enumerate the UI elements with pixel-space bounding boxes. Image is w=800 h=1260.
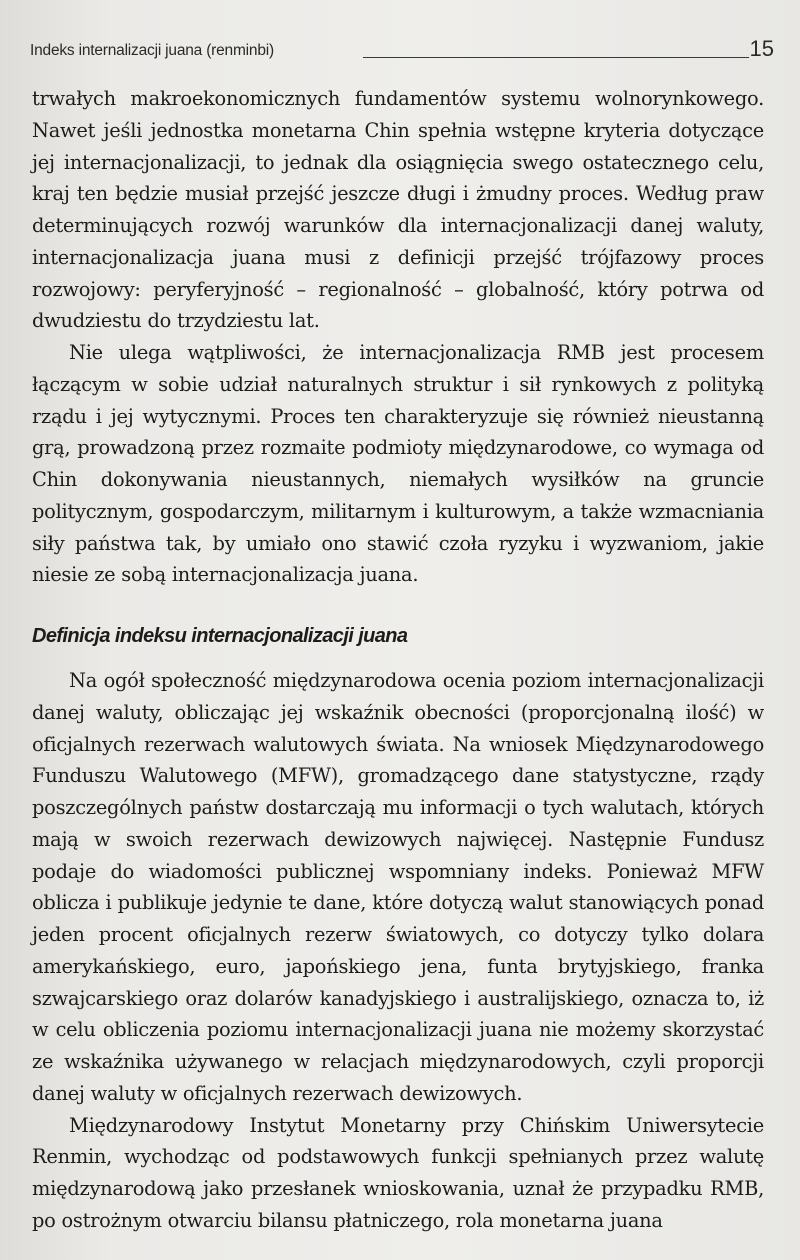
section-heading: Definicja indeksu internacjonalizacji juana bbox=[32, 625, 408, 647]
paragraph: Na ogół społeczność międzynarodowa ocenia poziom internacjonalizacji danej waluty, obliczając jej wskaźnik obecności (proporcjonalną ilość) w oficjalnych rezerwach walutowych świata. Na wniosek Międzynarodowego Funduszu Walutowego (MFW), gromadzącego dane statystyczne, rządy poszczególnych państw dostarczają mu informacji o tych walutach, których mają w swoich rezerwach dewizowych najwięcej. Następnie Fundusz podaje do wiadomości publicznej wspomniany indeks. Ponieważ MFW oblicza i publikuje jedynie te dane, które dotyczą walut stanowiących ponad jeden procent oficjalnych rezerw światowych, co dotyczy tylko dolara amerykańskiego, euro, japońskiego jena, funta brytyjskiego, franka szwajcarskiego oraz dolarów kanadyjskiego i australijskiego, oznacza to, iż w celu obliczenia poziomu internacjonalizacji juana nie możemy skorzystać ze wskaźnika używanego w relacjach międzynarodowych, czyli proporcji danej waluty w oficjalnych rezerwach dewizowych. bbox=[32, 669, 764, 1105]
body-text bbox=[32, 83, 764, 1237]
page-number: 15 bbox=[749, 36, 774, 61]
paragraph-continuation: trwałych makroekonomicznych fundamentów systemu wolnorynkowego. Nawet jeśli jednostka monetarna Chin spełnia wstępne kryteria dotyczące jej internacjonalizacji, to jednak dla osiągnięcia swego ostatecznego celu, kraj ten będzie musiał przejść jeszcze długi i żmudny proces. Według praw determinujących rozwój warunków dla internacjonalizacji danej waluty, internacjonalizacja juana musi z definicji przejść trójfazowy proces rozwojowy: peryferyjność – regionalność – globalność, który potrwa od dwudziestu do trzydziestu lat. bbox=[32, 87, 764, 333]
running-title: Indeks internalizacji juana (renminbi) bbox=[30, 42, 274, 59]
running-header bbox=[30, 36, 778, 66]
paragraph: Nie ulega wątpliwości, że internacjonalizacja RMB jest procesem łączącym w sobie udział naturalnych struktur i sił rynkowych z polityką rządu i jej wytycznymi. Proces ten charakteryzuje się również nieustanną grą, prowadzoną przez rozmaite podmioty międzynarodowe, co wymaga od Chin dokonywania nieustannych, niemałych wysiłków na gruncie politycznym, gospodarczym, militarnym i kulturowym, a także wzmacniania siły państwa tak, by umiało ono stawić czoła ryzyku i wyzwaniom, jakie niesie ze sobą internacjonalizacja juana. bbox=[32, 341, 764, 587]
header-rule bbox=[363, 57, 749, 58]
paragraph: Międzynarodowy Instytut Monetarny przy Chińskim Uniwersytecie Renmin, wychodząc od podstawowych funkcji spełnianych przez walutę międzynarodową jako przesłanek wnioskowania, uznał że przypadku RMB, po ostrożnym otwarciu bilansu płatniczego, rola monetarna juana bbox=[32, 1113, 764, 1232]
